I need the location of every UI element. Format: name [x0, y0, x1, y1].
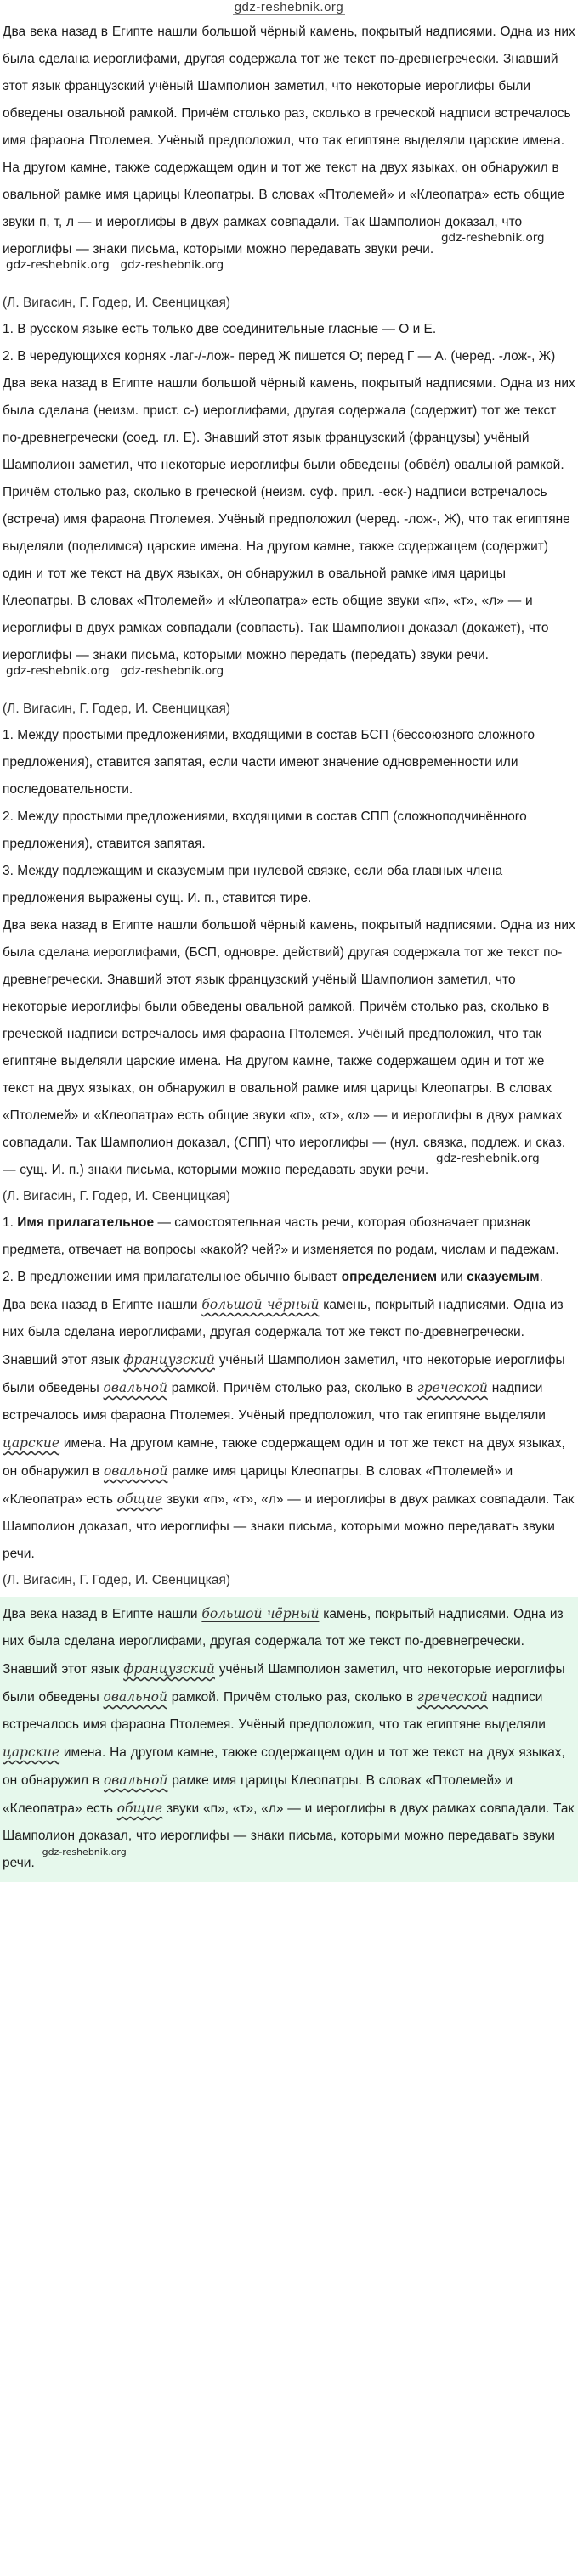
- watermark: gdz-reshebnik.org: [436, 1152, 540, 1165]
- reference: (Л. Вигасин, Г. Годер, И. Свенцицкая): [3, 1189, 231, 1203]
- reference: (Л. Вигасин, Г. Годер, И. Свенцицкая): [3, 1573, 231, 1587]
- adjective: французский: [123, 1352, 215, 1367]
- adjective: овальной: [103, 1689, 167, 1705]
- task1-section: [0, 316, 578, 722]
- term-predicate: сказуемым: [467, 1270, 540, 1284]
- task4-text: Два века назад в Египте нашли большой чёрный камень, покрытый надписями. Одна из них была сделана иероглифами, другая содержала тот же текст по-древнегречески. Знавший этот язык французский учёный Шамполион заметил, что некоторые иероглифы были обведены овальной рамкой. Причём столько раз, сколько в греческой надписи встречалось имя фараона Птолемея. Учёный предположил, что так египтяне выделяли царские имена. На другом камне, также содержащем один и тот же текст на двух языках, он обнаружил в овальной рамке имя царицы Клеопатры. В словах «Птолемей» и «Клеопатра» есть общие звуки «п», «т», «л» — и иероглифы в двух рамках совпадали. Так Шамполион доказал, что иероглифы — знаки письма, которыми можно передавать звуки речи. gdz-reshebnik.org: [3, 1606, 575, 1870]
- reference: (Л. Вигасин, Г. Годер, И. Свенцицкая): [3, 296, 231, 310]
- task2-note1: 1. Между простыми предложениями, входящими в состав БСП (бессоюзного сложного предложения), ставится запятая, если части имеют значение одновременности или последовательности.: [3, 728, 535, 797]
- watermark: gdz-reshebnik.org: [120, 664, 224, 678]
- adjective: большой чёрный: [201, 1606, 320, 1621]
- task2-text: Два века назад в Египте нашли большой чёрный камень, покрытый надписями. Одна из них была сделана иероглифами, (БСП, одновре. действий) другая содержала тот же текст по-древнегречески. Знавший этот язык французский учёный Шамполион заметил, что некоторые иероглифы были обведены овальной рамкой. Причём столько раз, сколько в греческой надписи встречалось имя фараона Птолемея. Учёный предположил, что так египтяне выделяли царские имена. На другом камне, также содержащем один и тот же текст на двух языках, он обнаружил в овальной рамке имя царицы Клеопатры. В словах «Птолемей» и «Клеопатра» есть общие звуки «п», «т», «л» — и иероглифы в двух рамках совпадали. Так Шамполион доказал, (СПП) что иероглифы — (нул. связка, подлеж. и сказ. — сущ. И. п.) знаки письма, которыми можно передавать звуки речи. gdz-reshebnik.org: [3, 918, 575, 1177]
- task1-note2: 2. В чередующихся корнях -лаг-/-лож- перед Ж пишется О; перед Г — А. (черед. -лож-, Ж): [3, 349, 556, 364]
- task1-text: Два века назад в Египте нашли большой чёрный камень, покрытый надписями. Одна из них была сделана (неизм. прист. с-) иероглифами, другая содержала (содержит) тот же текст по-древнегречески (соед. гл. Е). Знавший этот язык французский (французы) учёный Шамполион заметил, что некоторые иероглифы были обведены (обвёл) овальной рамкой. Причём столько раз, сколько в греческой (неизм. суф. прил. -еск-) надписи встречалось (встреча) имя фараона Птолемея. Учёный предположил (черед. -лож-, Ж), что так египтяне выделяли (поделимся) царские имена. На другом камне, также содержащем (содержит) один и тот же текст на двух языках, он обнаружил в овальной рамке имя царицы Клеопатры. В словах «Птолемей» и «Клеопатра» есть общие звуки «п», «т», «л» — и иероглифы в двух рамках совпадали (совпасть). Так Шамполион доказал (докажет), что иероглифы — знаки письма, которыми можно передать (передать) звуки речи. gdz-reshebnik.org gdz-reshebnik.org: [3, 376, 575, 678]
- term-adjective: Имя прилагательное: [17, 1215, 155, 1230]
- task4-section: [0, 1597, 578, 1882]
- reference: (Л. Вигасин, Г. Годер, И. Свенцицкая): [3, 702, 231, 716]
- original-text: Два века назад в Египте нашли большой чёрный камень, покрытый надписями. Одна из них была сделана иероглифами, другая содержала тот же текст по-древнегречески. Знавший этот язык французский учёный Шамполион заметил, что некоторые иероглифы были обведены овальной рамкой. Причём столько раз, сколько в греческой надписи встречалось имя фараона Птолемея. Учёный предположил, что так египтяне выделяли царские имена. На другом камне, также содержащем один и тот же текст на двух языках, он обнаружил в овальной рамке имя царицы Клеопатры. В словах «Птолемей» и «Клеопатра» есть общие звуки п, т, л — и иероглифы в двух рамках совпадали. Так Шамполион доказал, что иероглифы — знаки письма, которыми можно передавать звуки речи. gdz-reshebnik.org gdz-reshebnik.org gdz-reshebnik.org: [3, 25, 575, 272]
- task2-section: [0, 722, 578, 1209]
- task3-section: [0, 1209, 578, 1593]
- task3-note1: 1. Имя прилагательное — самостоятельная часть речи, которая обозначает признак предмета, отвечает на вопросы «какой? чей?» и изменяется по родам, числам и падежам.: [3, 1215, 559, 1257]
- watermark: gdz-reshebnik.org: [6, 258, 110, 272]
- watermark: gdz-reshebnik.org: [6, 664, 110, 678]
- adjective: овальной: [103, 1380, 167, 1395]
- adjective: царские: [3, 1435, 60, 1451]
- watermark: gdz-reshebnik.org: [120, 258, 224, 272]
- task2-note3: 3. Между подлежащим и сказуемым при нулевой связке, если оба главных члена предложения выражены сущ. И. п., ставится тире.: [3, 864, 503, 905]
- task2-note2: 2. Между простыми предложениями, входящими в состав СПП (сложноподчинённого предложения), ставится запятая.: [3, 809, 527, 851]
- adjective: овальной: [103, 1463, 168, 1479]
- watermark: gdz-reshebnik.org: [42, 1846, 127, 1857]
- adjective: большой чёрный: [201, 1297, 320, 1312]
- adjective: общие: [116, 1801, 163, 1816]
- adjective: греческой: [416, 1689, 488, 1705]
- watermark: gdz-reshebnik.org: [440, 231, 545, 245]
- adjective: общие: [116, 1491, 163, 1507]
- adjective: греческой: [416, 1380, 488, 1395]
- site-name[interactable]: gdz-reshebnik.org: [234, 0, 344, 14]
- adjective: овальной: [103, 1773, 168, 1788]
- task3-note2: 2. В предложении имя прилагательное обычно бывает определением или сказуемым.: [3, 1270, 543, 1284]
- task1-note1: 1. В русском языке есть только две соединительные гласные — О и Е.: [3, 322, 437, 336]
- adjective: французский: [123, 1661, 215, 1677]
- adjective: царские: [3, 1745, 60, 1760]
- task3-text: Два века назад в Египте нашли большой чёрный камень, покрытый надписями. Одна из них была сделана иероглифами, другая содержала тот же текст по-древнегречески. Знавший этот язык французский учёный Шамполион заметил, что некоторые иероглифы были обведены овальной рамкой. Причём столько раз, сколько в греческой надписи встречалось имя фараона Птолемея. Учёный предположил, что так египтяне выделяли царские имена. На другом камне, также содержащем один и тот же текст на двух языках, он обнаружил в овальной рамке имя царицы Клеопатры. В словах «Птолемей» и «Клеопатра» есть общие звуки «п», «т», «л» — и иероглифы в двух рамках совпадали. Так Шамполион доказал, что иероглифы — знаки письма, которыми можно передавать звуки речи.: [3, 1297, 575, 1561]
- term-definition: определением: [341, 1270, 438, 1284]
- original-text-section: [0, 19, 578, 316]
- site-header[interactable]: [0, 0, 578, 19]
